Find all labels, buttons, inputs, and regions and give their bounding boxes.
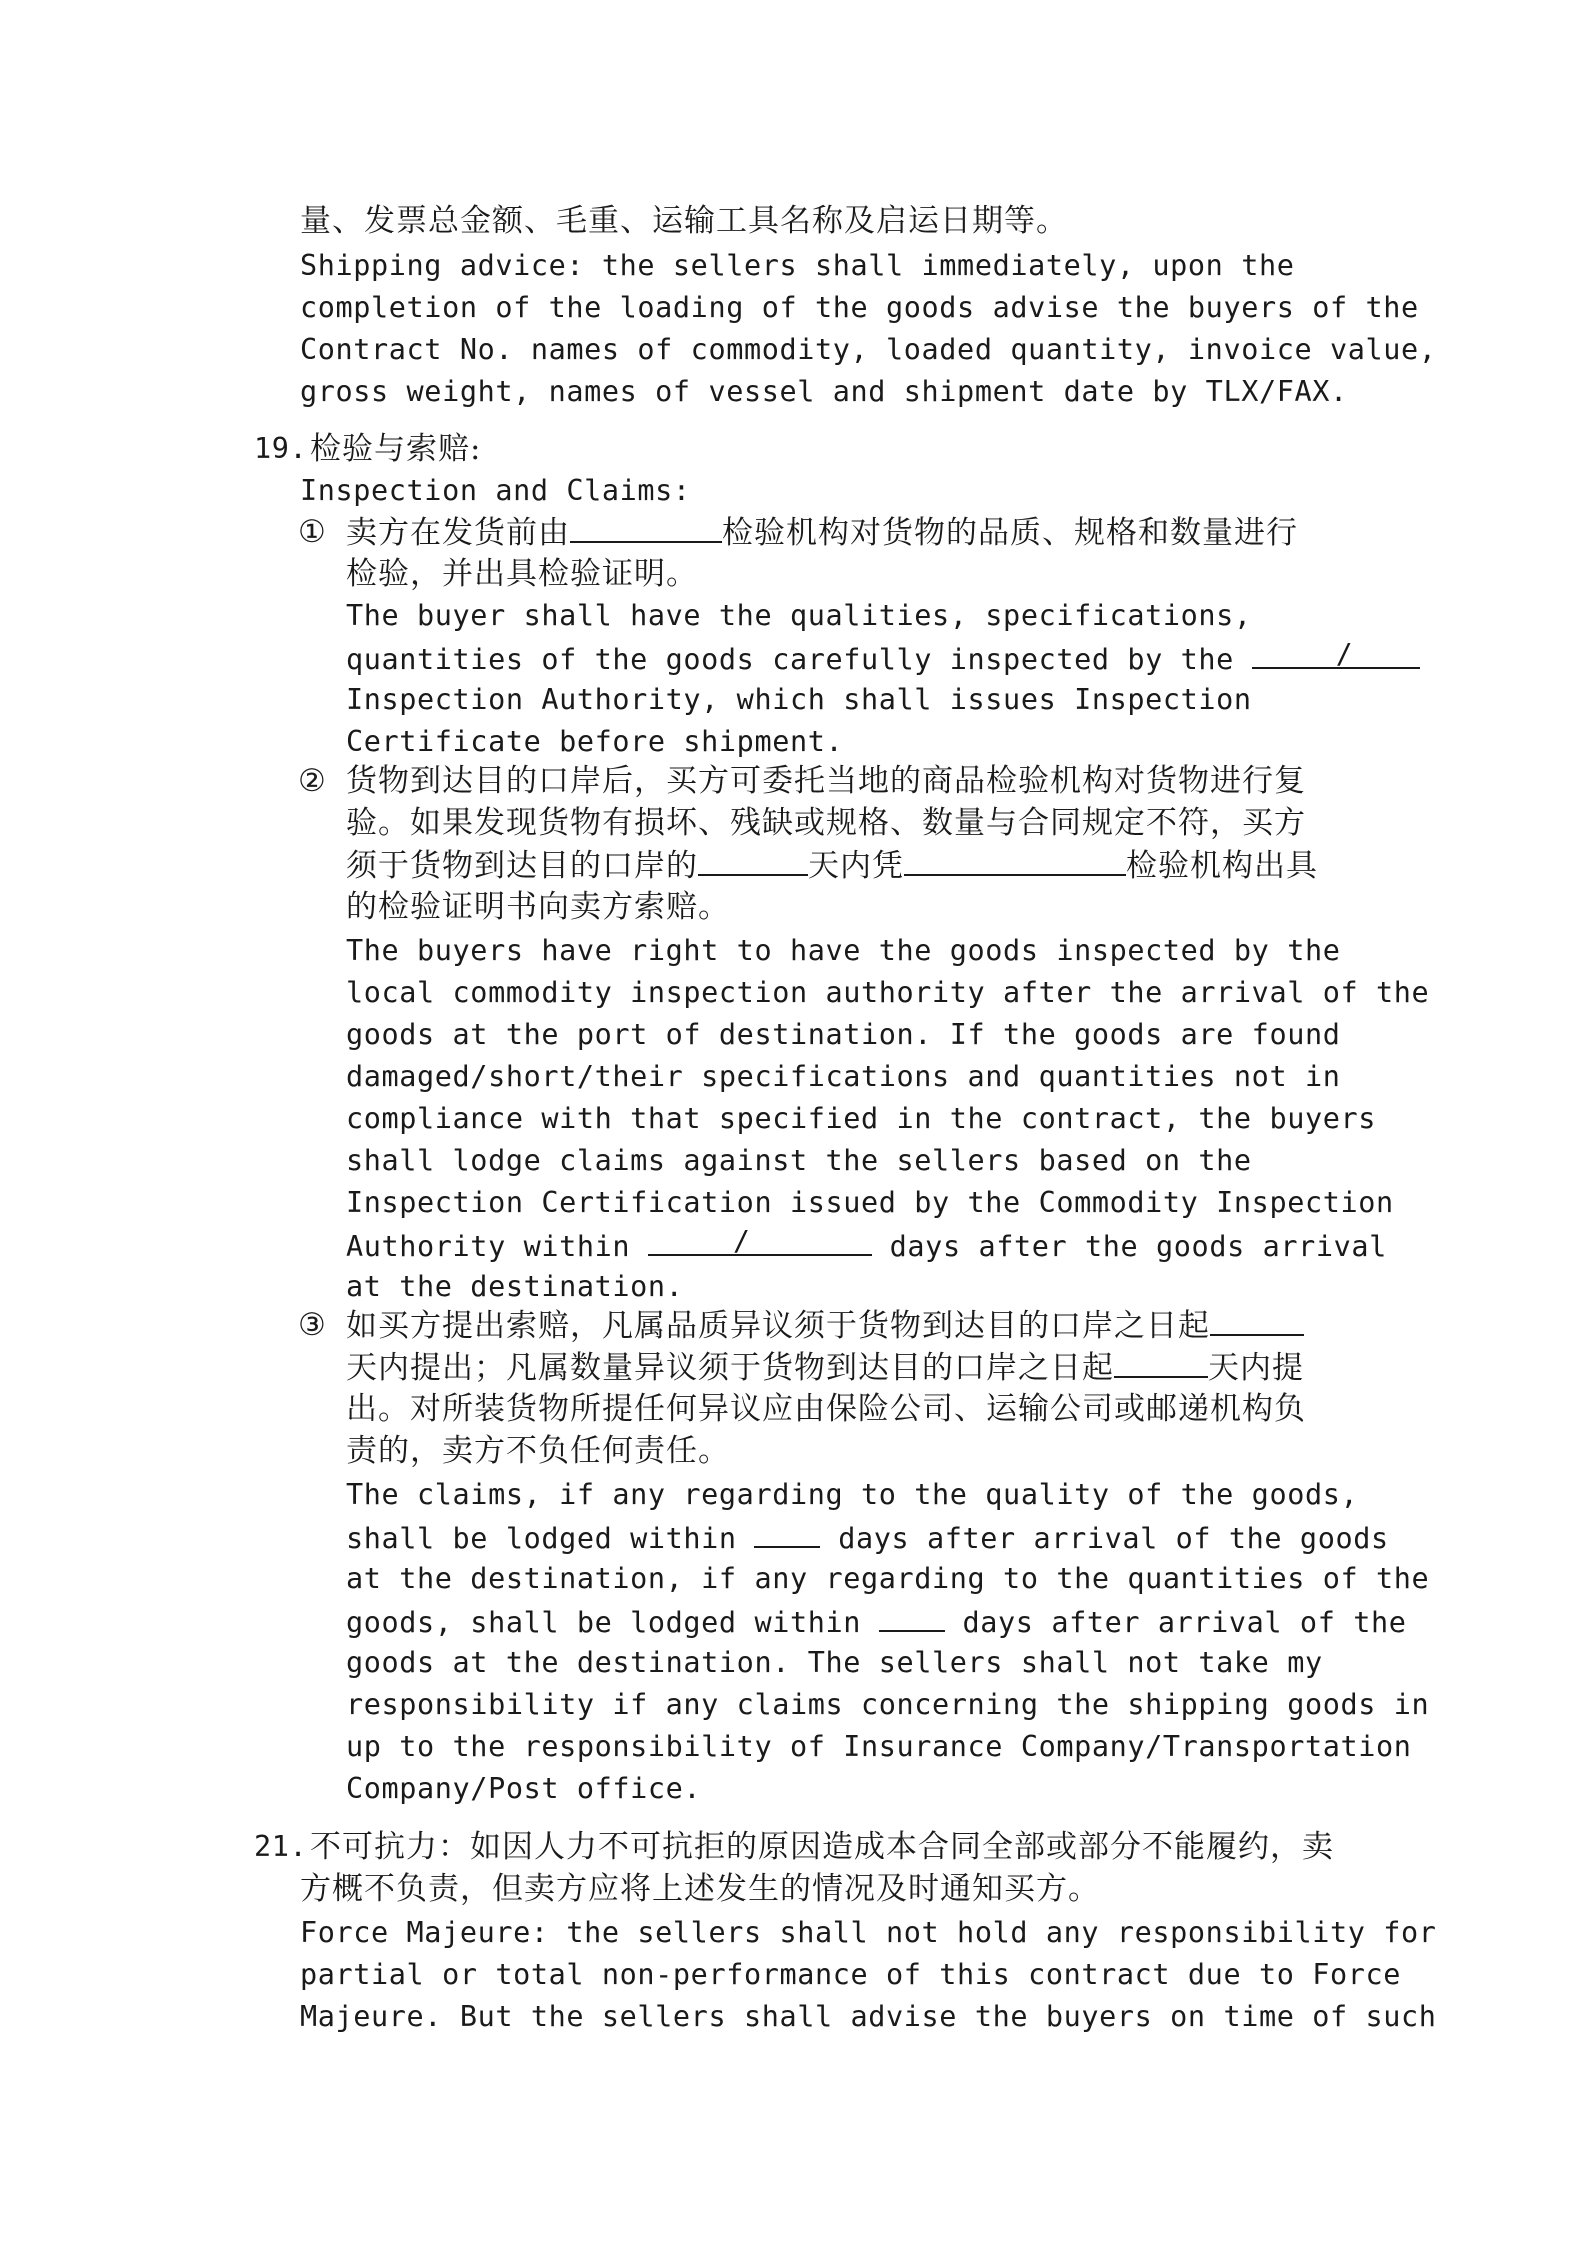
item-1-en-line: Inspection Authority, which shall issues Inspection: [346, 683, 1252, 716]
item-3-en-line: Company/Post office.: [346, 1772, 702, 1805]
item-3-en-line: at the destination, if any regarding to the quantities of the: [346, 1562, 1430, 1595]
shipping-advice-en-line: gross weight, names of vessel and shipment date by TLX/FAX.: [300, 375, 1348, 408]
section-19-zh-title: 检验与索赔:: [310, 431, 482, 467]
shipping-advice-zh-tail: 量、发票总金额、毛重、运输工具名称及启运日期等。: [300, 203, 1068, 239]
item-2-en-line: shall lodge claims against the sellers based on the: [346, 1144, 1252, 1177]
quality-claim-days-blank: [1210, 1304, 1304, 1336]
item-2-en-line: The buyers have right to have the goods inspected by the: [346, 934, 1341, 967]
item-2-en-line: Authority within / days after the goods arrival: [346, 1224, 1387, 1263]
section-19-en-title: Inspection and Claims:: [300, 474, 691, 507]
claim-days-blank: [698, 844, 808, 876]
item-2-zh-line1: 货物到达目的口岸后，买方可委托当地的商品检验机构对货物进行复: [346, 763, 1306, 799]
item-2-zh-line2: 验。如果发现货物有损坏、残缺或规格、数量与合同规定不符，买方: [346, 805, 1306, 841]
shipping-advice-en-line: Contract No. names of commodity, loaded quantity, invoice value,: [300, 333, 1437, 366]
item-3-zh-line1: 如买方提出索赔，凡属品质异议须于货物到达目的口岸之日起: [346, 1304, 1304, 1347]
shipping-advice-en-line: completion of the loading of the goods advise the buyers of the: [300, 291, 1419, 324]
item-2-en-line: damaged/short/their specifications and quantities not in: [346, 1060, 1341, 1093]
item-2-zh-line4: 的检验证明书向卖方索赔。: [346, 889, 730, 925]
item-2-zh-line3: 须于货物到达目的口岸的 天内凭 检验机构出具: [346, 844, 1318, 887]
item-1-en-line: quantities of the goods carefully inspected by the /: [346, 637, 1420, 681]
quantity-claim-days-blank: [1114, 1346, 1208, 1378]
item-3-en-line: The claims, if any regarding to the quality of the goods,: [346, 1478, 1359, 1511]
item-3-en-line: up to the responsibility of Insurance Company/Transportation: [346, 1730, 1412, 1763]
item-1-en-line: Certificate before shipment.: [346, 725, 844, 758]
section-21-number: 21.: [254, 1830, 308, 1863]
claim-days-en-blank: /: [648, 1224, 872, 1256]
claim-authority-blank: [904, 844, 1126, 876]
force-majeure-en-line: Majeure. But the sellers shall advise the buyers on time of such: [300, 2000, 1437, 2033]
item-2-en-line: local commodity inspection authority after the arrival of the: [346, 976, 1430, 1009]
item-3-en-line: responsibility if any claims concerning the shipping goods in: [346, 1688, 1430, 1721]
item-3-marker: ③: [298, 1307, 327, 1343]
section-21-zh-line2: 方概不负责，但卖方应将上述发生的情况及时通知买方。: [300, 1871, 1100, 1907]
item-2-en-line: goods at the port of destination. If the goods are found: [346, 1018, 1341, 1051]
quantity-claim-days-en-blank: [879, 1600, 945, 1632]
item-1-zh-line2: 检验，并出具检验证明。: [346, 556, 698, 592]
item-2-en-line: compliance with that specified in the contract, the buyers: [346, 1102, 1376, 1135]
item-1-marker: ①: [298, 514, 327, 550]
inspection-authority-en-blank: /: [1252, 637, 1420, 669]
section-19-number: 19.: [254, 432, 308, 465]
item-3-zh-line3: 出。对所装货物所提任何异议应由保险公司、运输公司或邮递机构负: [346, 1391, 1306, 1427]
item-2-en-line: at the destination.: [346, 1270, 684, 1303]
quality-claim-days-en-blank: [754, 1516, 820, 1548]
item-2-marker: ②: [298, 763, 327, 799]
force-majeure-en-line: Force Majeure: the sellers shall not hold any responsibility for: [300, 1916, 1437, 1949]
inspection-authority-blank: [570, 511, 722, 543]
item-3-en-line: goods, shall be lodged within days after arrival of the: [346, 1600, 1407, 1644]
item-1-zh-line1: 卖方在发货前由 检验机构对货物的品质、规格和数量进行: [346, 511, 1298, 554]
item-3-en-line: shall be lodged within days after arrival of the goods: [346, 1516, 1389, 1560]
force-majeure-en-line: partial or total non-performance of this contract due to Force: [300, 1958, 1402, 1991]
item-3-en-line: goods at the destination. The sellers shall not take my: [346, 1646, 1323, 1679]
item-3-zh-line4: 责的，卖方不负任何责任。: [346, 1433, 730, 1469]
item-2-en-line: Inspection Certification issued by the Commodity Inspection: [346, 1186, 1394, 1219]
item-1-en-line: The buyer shall have the qualities, specifications,: [346, 599, 1252, 632]
section-21-zh-line1: 不可抗力：如因人力不可抗拒的原因造成本合同全部或部分不能履约，卖: [310, 1829, 1334, 1865]
shipping-advice-en-line: Shipping advice: the sellers shall immediately, upon the: [300, 249, 1295, 282]
item-3-zh-line2: 天内提出；凡属数量异议须于货物到达目的口岸之日起 天内提: [346, 1346, 1304, 1389]
